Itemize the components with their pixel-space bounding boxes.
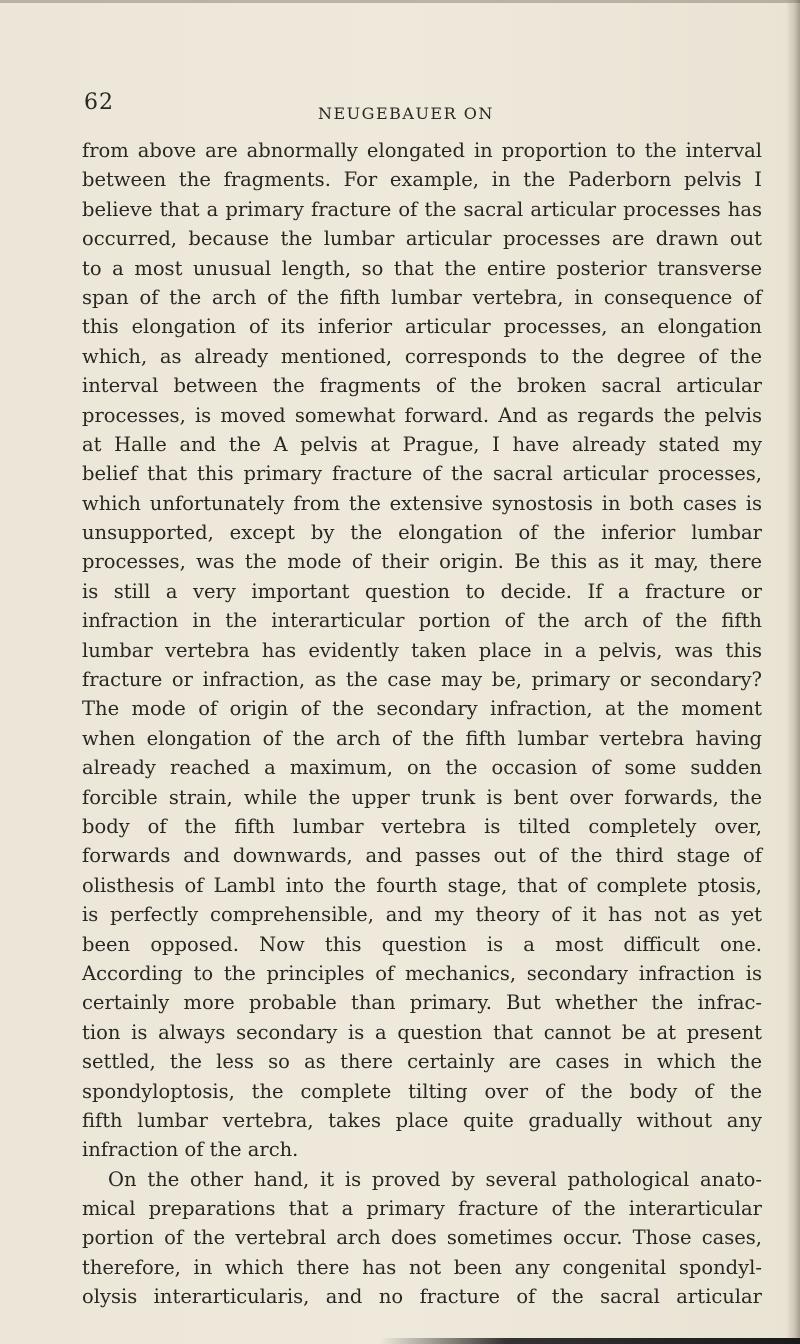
text-line: olysis interarticularis, and no fracture of the sacral articular [82, 1285, 762, 1309]
text-line: forwards and downwards, and passes out of the third stage of [82, 844, 762, 868]
text-line: this elongation of its inferior articular processes, an elongation [82, 315, 762, 339]
text-line: been opposed. Now this question is a most difficult one. [82, 932, 762, 956]
paragraph-end-line: infraction of the arch. [82, 1138, 299, 1162]
text-line: to a most unusual length, so that the entire posterior transverse [82, 256, 762, 280]
text-line: According to the principles of mechanics, secondary infraction is [82, 961, 762, 985]
text-line: which unfortunately from the extensive synostosis in both cases is [82, 491, 762, 515]
text-line: which, as already mentioned, corresponds to the degree of the [82, 344, 762, 368]
text-line: therefore, in which there has not been any congenital spondyl- [82, 1255, 762, 1279]
text-line: settled, the less so as there certainly are cases in which the [82, 1050, 762, 1074]
running-head: NEUGEBAUER ON [318, 104, 494, 123]
text-line: between the fragments. For example, in the Paderborn pelvis I [82, 168, 762, 192]
text-line: forcible strain, while the upper trunk is bent over forwards, the [82, 785, 762, 809]
text-line: processes, is moved somewhat forward. And as regards the pelvis [82, 403, 762, 427]
text-line: processes, was the mode of their origin. Be this as it may, there [82, 550, 762, 574]
text-line: certainly more probable than primary. But whether the infrac- [82, 991, 762, 1015]
page-right-edge-shadow [786, 0, 800, 1344]
text-line: is still a very important question to decide. If a fracture or [82, 579, 762, 603]
text-line: body of the fifth lumbar vertebra is tilted completely over, [82, 814, 762, 838]
text-line: interval between the fragments of the broken sacral articular [82, 374, 762, 398]
text-line: believe that a primary fracture of the sacral articular processes has [82, 197, 762, 221]
text-line: occurred, because the lumbar articular processes are drawn out [82, 227, 762, 251]
text-line: when elongation of the arch of the fifth lumbar vertebra having [82, 726, 762, 750]
body-text [82, 136, 762, 1312]
page-number: 62 [84, 90, 114, 115]
text-line: unsupported, except by the elongation of the inferior lumbar [82, 521, 762, 545]
text-line: span of the arch of the fifth lumbar vertebra, in consequence of [82, 285, 762, 309]
text-line: already reached a maximum, on the occasion of some sudden [82, 756, 762, 780]
text-line: from above are abnormally elongated in proportion to the interval [82, 139, 762, 162]
text-line: spondyloptosis, the complete tilting over of the body of the [82, 1079, 762, 1103]
text-line: portion of the vertebral arch does sometimes occur. Those cases, [82, 1226, 762, 1250]
text-line: is perfectly comprehensible, and my theory of it has not as yet [82, 903, 762, 927]
page-bottom-edge-shadow [380, 1338, 800, 1344]
text-line: fifth lumbar vertebra, takes place quite gradually without any [82, 1108, 762, 1132]
text-line: olisthesis of Lambl into the fourth stage, that of complete ptosis, [82, 873, 762, 897]
text-line: The mode of origin of the secondary infraction, at the moment [82, 697, 762, 721]
text-line: at Halle and the A pelvis at Prague, I have already stated my [82, 432, 762, 456]
paragraph-start-line: On the other hand, it is proved by several pathological anato- [108, 1167, 762, 1191]
text-line: lumbar vertebra has evidently taken place in a pelvis, was this [82, 638, 762, 662]
text-line: belief that this primary fracture of the sacral articular processes, [82, 462, 762, 486]
page-top-edge [0, 0, 800, 3]
text-line: mical preparations that a primary fracture of the interarticular [82, 1197, 762, 1221]
text-line: infraction in the interarticular portion of the arch of the fifth [82, 609, 762, 633]
text-line: fracture or infraction, as the case may be, primary or secondary? [82, 668, 762, 692]
text-line: tion is always secondary is a question that cannot be at present [82, 1020, 762, 1044]
